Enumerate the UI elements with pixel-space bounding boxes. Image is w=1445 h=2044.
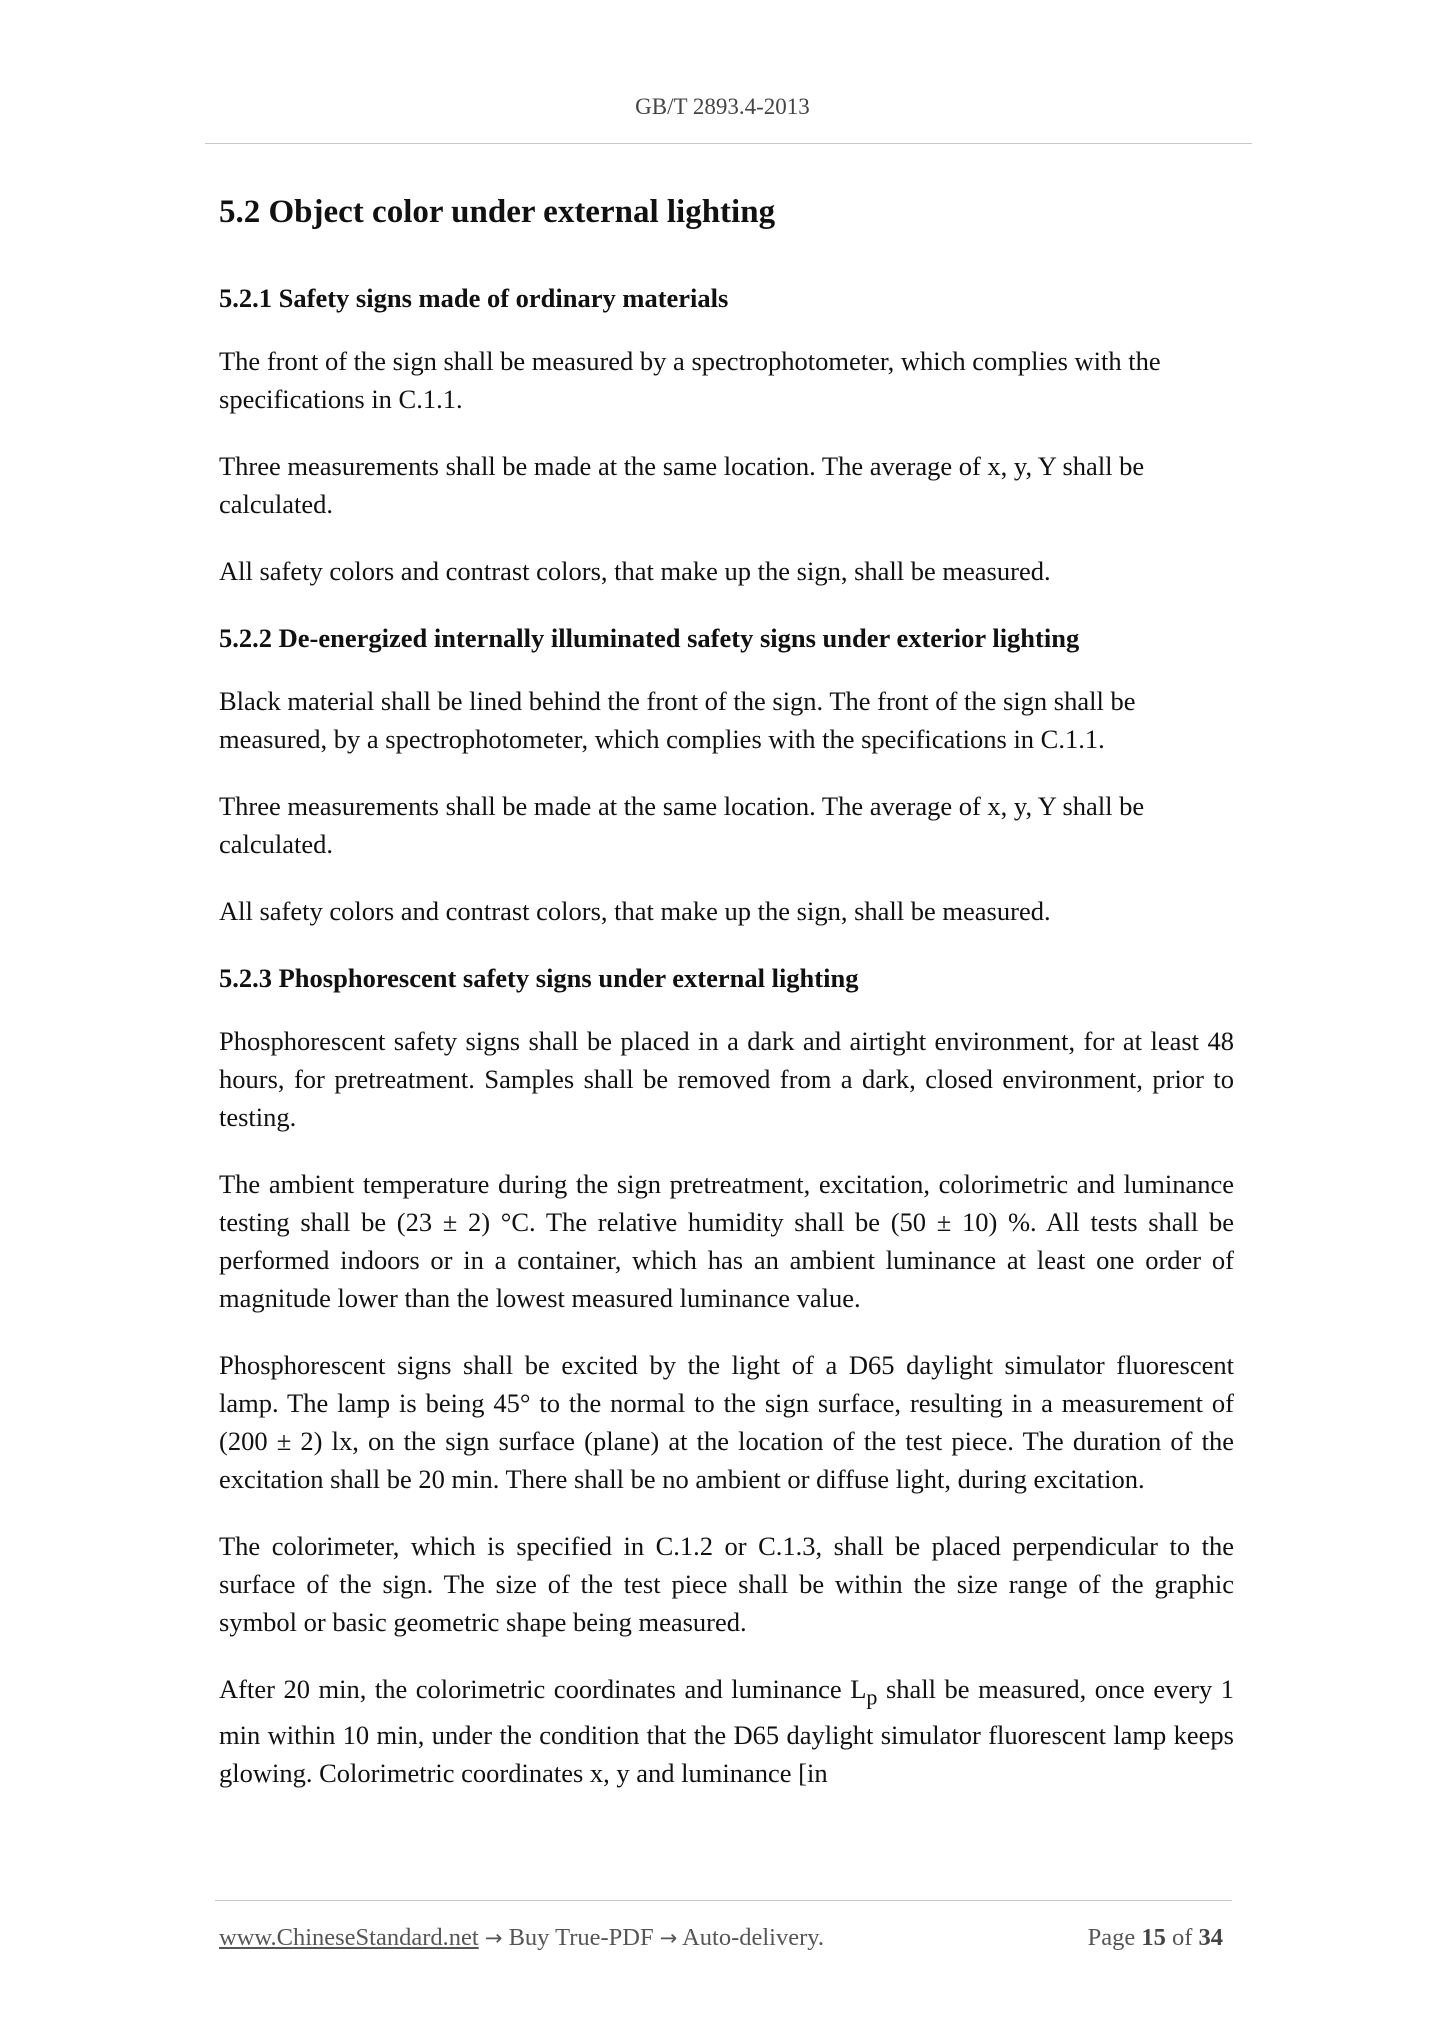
paragraph-text: shall be measured, once every 1 min within 10 min, under the condition that the D65 daylight simulator fluorescent lamp keeps glowing. Colorimetric coordinates x, y and luminance [in: [219, 1674, 1234, 1789]
paragraph: Phosphorescent safety signs shall be placed in a dark and airtight environment, for at least 48 hours, for pretreatment. Samples shall be removed from a dark, closed environment, prior to testing.: [219, 1026, 1234, 1132]
site-link[interactable]: www.ChineseStandard.net: [219, 1924, 479, 1951]
paragraph: All safety colors and contrast colors, that make up the sign, shall be measured.: [219, 556, 1051, 586]
footer-promo: [219, 1924, 824, 1952]
footer-divider: [215, 1900, 1232, 1901]
page-body: [219, 190, 1234, 1821]
subsection-title-5-2-3: 5.2.3 Phosphorescent safety signs under external lighting: [219, 963, 859, 993]
page-indicator: [1088, 1924, 1223, 1952]
document-header: GB/T 2893.4-2013: [635, 94, 810, 119]
buy-text: Buy True-PDF: [508, 1924, 654, 1951]
arrow-right-icon: →: [484, 1926, 503, 1950]
delivery-text: Auto-delivery.: [682, 1924, 825, 1951]
subsection-title-5-2-2: 5.2.2 De-energized internally illuminated safety signs under exterior lighting: [219, 623, 1080, 653]
paragraph-text: After 20 min, the colorimetric coordinates and luminance L: [219, 1674, 867, 1704]
arrow-right-icon: →: [659, 1926, 678, 1950]
paragraph: Three measurements shall be made at the same location. The average of x, y, Y shall be calculated.: [219, 451, 1145, 519]
of-label: of: [1171, 1924, 1193, 1951]
page-total: 34: [1198, 1924, 1223, 1951]
paragraph: [219, 1670, 1234, 1792]
paragraph: The front of the sign shall be measured by a spectrophotometer, which complies with the specifications in C.1.1.: [219, 346, 1161, 414]
section-title: 5.2 Object color under external lighting: [219, 194, 776, 230]
page-number: 15: [1141, 1924, 1166, 1951]
paragraph: Black material shall be lined behind the front of the sign. The front of the sign shall be measured, by a spectrophotometer, which complies with the specifications in C.1.1.: [219, 686, 1136, 754]
subscript-p: p: [866, 1684, 878, 1710]
paragraph: The colorimeter, which is specified in C.1.2 or C.1.3, shall be placed perpendicular to the surface of the sign. The size of the test piece shall be within the size range of the graphic symbol or basic geometric shape being measured.: [219, 1531, 1234, 1637]
page-label: Page: [1087, 1924, 1136, 1951]
paragraph: Phosphorescent signs shall be excited by the light of a D65 daylight simulator fluorescent lamp. The lamp is being 45° to the normal to the sign surface, resulting in a measurement of (200 ± 2) lx, on the sign surface (plane) at the location of the test piece. The duration of the excitation shall be 20 min. There shall be no ambient or diffuse light, during excitation.: [219, 1350, 1234, 1494]
subsection-title-5-2-1: 5.2.1 Safety signs made of ordinary materials: [219, 283, 729, 313]
paragraph: The ambient temperature during the sign pretreatment, excitation, colorimetric and luminance testing shall be (23 ± 2) °C. The relative humidity shall be (50 ± 10) %. All tests shall be performed indoors or in a container, which has an ambient luminance at least one order of magnitude lower than the lowest measured luminance value.: [219, 1169, 1234, 1313]
header-divider: [205, 143, 1252, 144]
paragraph: Three measurements shall be made at the same location. The average of x, y, Y shall be calculated.: [219, 791, 1145, 859]
paragraph: All safety colors and contrast colors, that make up the sign, shall be measured.: [219, 896, 1051, 926]
